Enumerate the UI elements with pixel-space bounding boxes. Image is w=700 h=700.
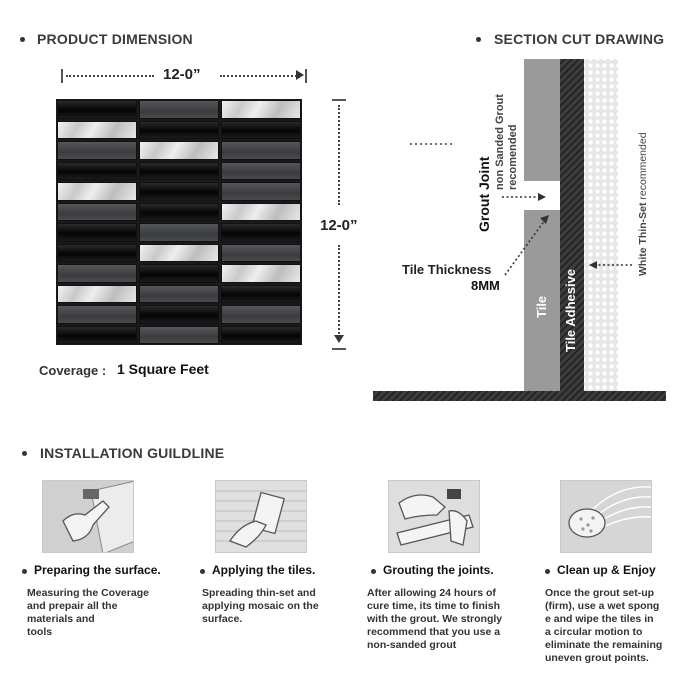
mosaic-tile [139,182,219,201]
tile-adhesive-label: Tile Adhesive [563,268,578,352]
step-2-desc: Spreading thin-set and applying mosaic on the surface. [202,587,319,625]
step-4-title: Clean up & Enjoy [557,563,656,577]
dimension-tick-right [305,69,307,83]
section-cut-diagram [370,55,670,405]
mosaic-tile [57,244,137,263]
mosaic-tile [57,182,137,201]
step-1-title: Preparing the surface. [34,563,161,577]
mosaic-tile [57,223,137,242]
width-dimension-label: 12-0” [163,66,201,83]
mosaic-tile [139,203,219,222]
bullet-dot [22,451,27,456]
mosaic-tile [57,162,137,181]
bullet-dot [22,569,27,574]
bullet-dot [545,569,550,574]
mosaic-tile [139,100,219,119]
white-thinset-label [637,132,649,276]
mosaic-tile [221,203,301,222]
mosaic-tile [139,285,219,304]
mosaic-tile [57,121,137,140]
mosaic-tile [139,141,219,160]
mosaic-tile [139,121,219,140]
product-dimension-title: PRODUCT DIMENSION [37,31,193,47]
arrow-down-icon [334,335,344,343]
mosaic-tile [221,162,301,181]
height-dimension-line-top [338,105,340,205]
mosaic-tile [221,121,301,140]
grout-joint-label: Grout Joint [476,156,492,232]
grout-note-line2: recomended [507,124,519,190]
grout-float-icon [388,480,480,553]
step-3-desc: After allowing 24 hours of cure time, its time to finish with the grout. We strongly recommend that you use a non-sanded grout [367,587,503,651]
tile-thickness-value: 8MM [471,278,500,293]
bullet-dot [200,569,205,574]
mosaic-tile [57,305,137,324]
step-4-desc: Once the grout set-up (firm), use a wet spong e and wipe the tiles in a circular motion to eliminate the remaining uneven grout points. [545,587,663,664]
mosaic-tile [57,264,137,283]
coverage-label: Coverage : [39,363,107,378]
width-dimension-line-right [220,75,300,77]
dimension-tick-left [61,69,63,83]
mosaic-tile [139,162,219,181]
mosaic-tile [139,223,219,242]
floor-base [373,391,666,401]
dimension-tick-top [332,99,346,101]
bullet-dot [20,37,25,42]
step-3-title: Grouting the joints. [383,563,494,577]
grout-note-line1: non Sanded Grout [494,94,506,190]
mosaic-tile [221,244,301,263]
mosaic-tile [57,326,137,345]
installation-title: INSTALLATION GUILDLINE [40,445,225,461]
mosaic-tile [221,182,301,201]
mosaic-tile [221,264,301,283]
height-dimension-line-bottom [338,245,340,337]
step-1-desc: Measuring the Coverage and prepair all the materials and tools [27,587,149,638]
coverage-value: 1 Square Feet [117,361,209,377]
mosaic-tile [57,285,137,304]
mosaic-tile-sheet [56,99,302,345]
trowel-icon [215,480,307,553]
bullet-dot [371,569,376,574]
mosaic-tile [221,100,301,119]
height-dimension-label: 12-0” [320,217,358,234]
mosaic-tile [57,203,137,222]
mosaic-tile [221,223,301,242]
white-thinset-rest: recommended [637,132,649,203]
grout-note [494,94,520,190]
mosaic-tile [139,244,219,263]
section-cut-title: SECTION CUT DRAWING [494,31,665,47]
mosaic-tile [139,264,219,283]
tile-label: Tile [534,295,549,318]
mosaic-tile [221,141,301,160]
mosaic-tile [57,100,137,119]
width-dimension-line-left [66,75,154,77]
step-2-title: Applying the tiles. [212,563,316,577]
white-thinset-bold: White Thin-Set [637,202,649,276]
mosaic-tile [139,326,219,345]
bullet-dot [476,37,481,42]
tile-thickness-label: Tile Thickness [402,262,492,277]
mosaic-tile [221,326,301,345]
sponge-icon [560,480,652,553]
mosaic-tile [57,141,137,160]
mosaic-tile [221,305,301,324]
mosaic-tile [221,285,301,304]
upper-tile [524,59,560,181]
mosaic-tile [139,305,219,324]
arrow-right-icon [296,70,304,80]
dimension-tick-bottom [332,348,346,350]
white-thinset-layer [584,59,618,391]
measuring-icon [42,480,134,553]
